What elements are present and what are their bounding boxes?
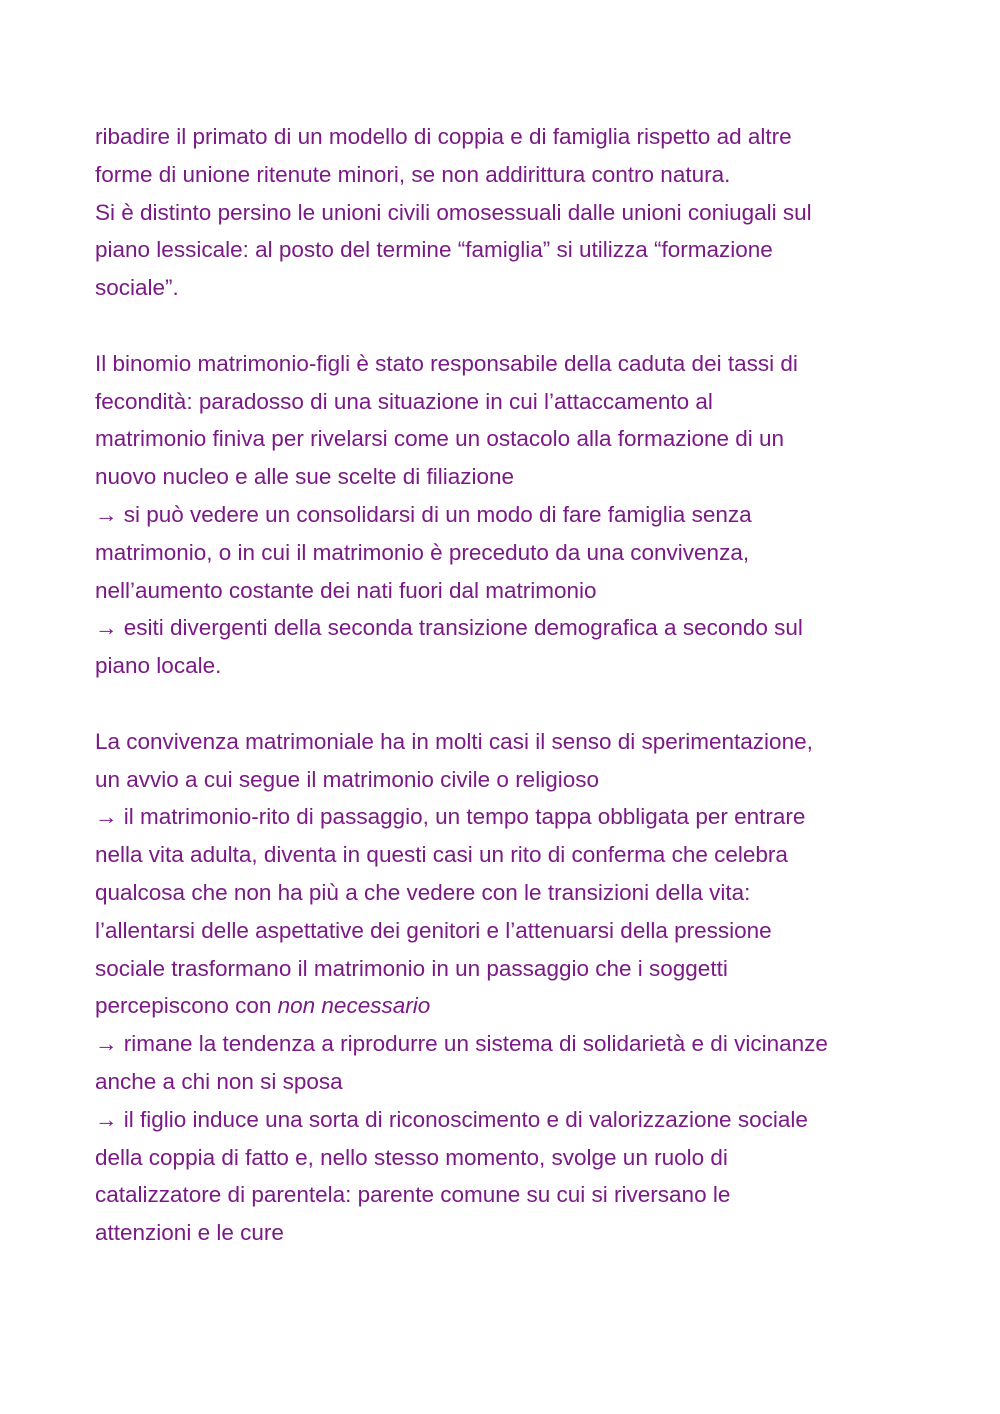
- text-line: nuovo nucleo e alle sue scelte di filiazione: [95, 464, 515, 490]
- text-line: fecondità: paradosso di una situazione in cui l’attaccamento al: [95, 388, 713, 414]
- text-line: un avvio a cui segue il matrimonio civile o religioso: [95, 766, 599, 792]
- text-line: → si può vedere un consolidarsi di un modo di fare famiglia senza: [95, 501, 752, 527]
- text-line: attenzioni e le cure: [95, 1220, 284, 1246]
- text-line: forme di unione ritenute minori, se non addirittura contro natura.: [95, 161, 731, 187]
- text-line: piano lessicale: al posto del termine “famiglia” si utilizza “formazione: [95, 237, 773, 263]
- text-line: qualcosa che non ha più a che vedere con le transizioni della vita:: [95, 879, 751, 905]
- text-run: percepiscono con: [95, 993, 278, 1019]
- text-line-with-italic: [95, 987, 925, 1025]
- text-line: sociale trasformano il matrimonio in un passaggio che i soggetti: [95, 955, 728, 981]
- paragraph-1: [95, 118, 925, 307]
- text-line: → il matrimonio-rito di passaggio, un tempo tappa obbligata per entrare: [95, 804, 806, 830]
- text-line: matrimonio finiva per rivelarsi come un ostacolo alla formazione di un: [95, 426, 785, 452]
- text-line: matrimonio, o in cui il matrimonio è preceduto da una convivenza,: [95, 539, 750, 565]
- text-line: Si è distinto persino le unioni civili omosessuali dalle unioni coniugali sul: [95, 199, 812, 225]
- text-line: nella vita adulta, diventa in questi casi un rito di conferma che celebra: [95, 842, 788, 868]
- text-line: Il binomio matrimonio-figli è stato responsabile della caduta dei tassi di: [95, 350, 798, 376]
- text-line: piano locale.: [95, 653, 222, 679]
- document-body: [95, 118, 925, 1252]
- paragraph-2: [95, 345, 925, 685]
- text-line: La convivenza matrimoniale ha in molti casi il senso di sperimentazione,: [95, 728, 813, 754]
- text-line: catalizzatore di parentela: parente comune su cui si riversano le: [95, 1182, 731, 1208]
- text-line: → esiti divergenti della seconda transizione demografica a secondo sul: [95, 615, 803, 641]
- text-line: → rimane la tendenza a riprodurre un sistema di solidarietà e di vicinanze: [95, 1031, 828, 1057]
- text-line: sociale”.: [95, 275, 179, 301]
- text-line: anche a chi non si sposa: [95, 1068, 343, 1094]
- text-line: l’allentarsi delle aspettative dei genitori e l’attenuarsi della pressione: [95, 917, 772, 943]
- paragraph-gap: [95, 685, 925, 723]
- text-line: della coppia di fatto e, nello stesso momento, svolge un ruolo di: [95, 1144, 728, 1170]
- text-line: nell’aumento costante dei nati fuori dal matrimonio: [95, 577, 597, 603]
- italic-text: non necessario: [277, 993, 431, 1019]
- text-line: ribadire il primato di un modello di coppia e di famiglia rispetto ad altre: [95, 124, 792, 149]
- text-line: → il figlio induce una sorta di riconoscimento e di valorizzazione sociale: [95, 1106, 808, 1132]
- paragraph-gap: [95, 307, 925, 345]
- paragraph-3: [95, 723, 925, 1252]
